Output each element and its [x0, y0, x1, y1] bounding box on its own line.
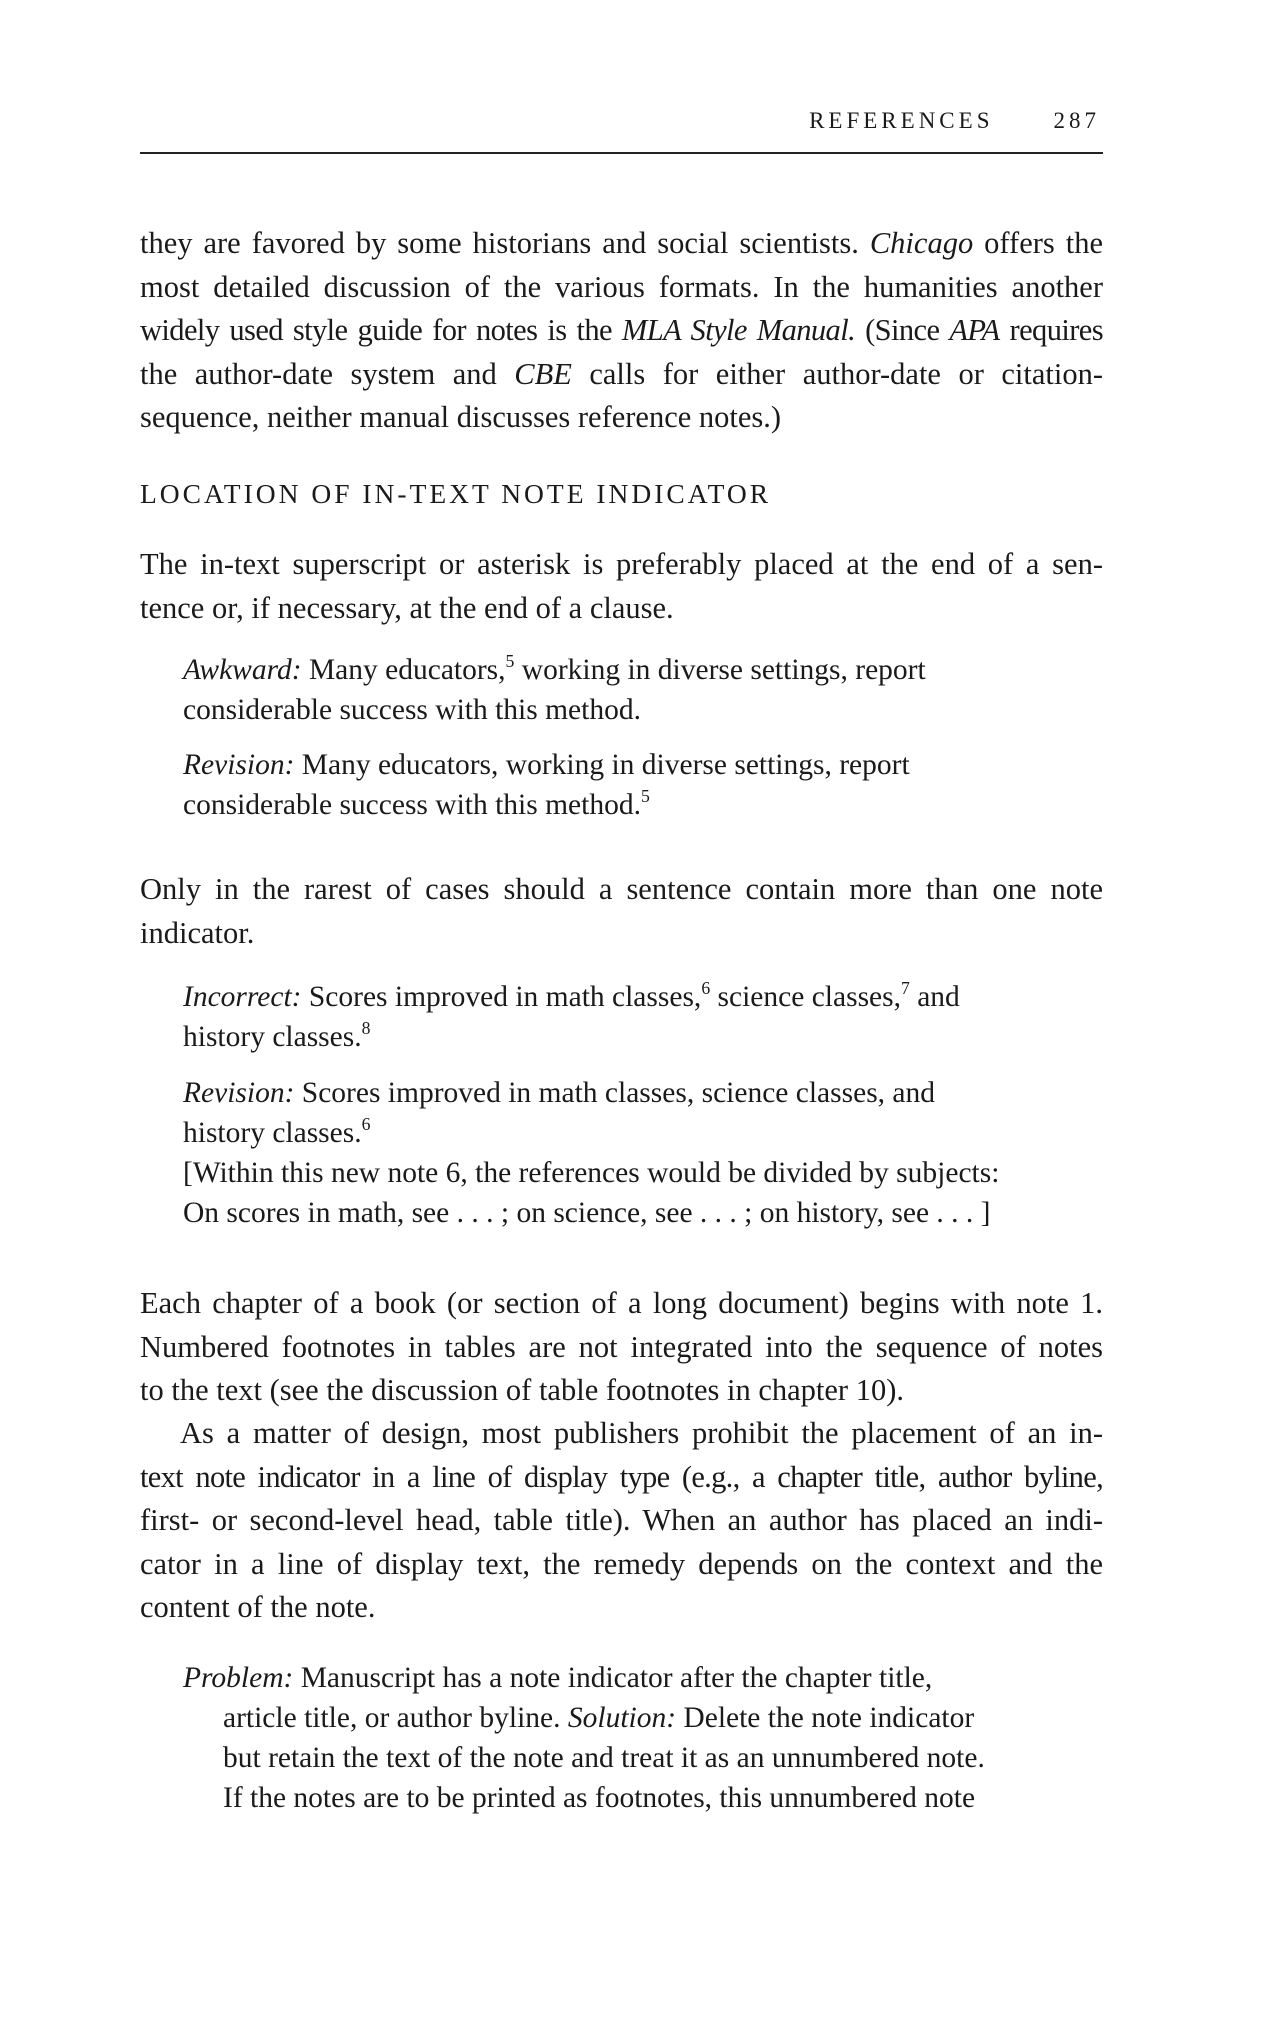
text-line: widely used style guide for notes is the MLA Style Manual. (Since APA requires [140, 313, 1103, 347]
text-line: Only in the rarest of cases should a sentence contain more than one note [140, 872, 1103, 906]
example-label: Revision: [183, 1077, 295, 1109]
text-line: sequence, neither manual discusses reference notes.) [140, 400, 782, 434]
example-label: Revision: [183, 749, 295, 781]
solution-label: Solution: [567, 1702, 677, 1734]
text-line: first- or second-level head, table title). When an author has placed an indi- [140, 1503, 1103, 1537]
text-line: The in-text superscript or asterisk is preferably placed at the end of a sen- [140, 547, 1103, 581]
text-line: article title, or author byline. Solution: Delete the note indicator [223, 1702, 975, 1734]
problem-solution [183, 1658, 1083, 1818]
example-revision-1 [183, 745, 1083, 825]
running-head [140, 108, 1100, 134]
text-line: Each chapter of a book (or section of a long document) begins with note 1. [140, 1286, 1103, 1320]
section-heading: LOCATION OF IN-TEXT NOTE INDICATOR [140, 478, 772, 509]
text-line: history classes.$^8$ [183, 1018, 371, 1053]
paragraph-5 [140, 1412, 1103, 1630]
text-line: [Within this new note 6, the references would be divided by subjects: [183, 1157, 1000, 1189]
text-line: considerable success with this method.$^5$ [183, 786, 650, 821]
paragraph-4 [140, 1282, 1103, 1413]
text-line: considerable success with this method. [183, 694, 641, 726]
text-line: Awkward: Many educators,$^5$ working in diverse settings, report [183, 651, 926, 686]
text-line: Problem: Manuscript has a note indicator after the chapter title, [183, 1662, 933, 1694]
text-line: the author-date system and CBE calls for either author-date or citation- [140, 356, 1103, 391]
example-revision-2 [183, 1073, 1083, 1233]
paragraph-2 [140, 543, 1103, 630]
example-label: Awkward: [183, 654, 302, 686]
text-line: Revision: Scores improved in math classes, science classes, and [183, 1077, 936, 1109]
section-title: REFERENCES [809, 108, 994, 133]
text-line: history classes.$^6$ [183, 1114, 371, 1149]
example-label: Incorrect: [183, 981, 302, 1013]
text-line: If the notes are to be printed as footnotes, this unnumbered note [223, 1782, 976, 1814]
text-line: text note indicator in a line of display type (e.g., a chapter title, author byline, [140, 1459, 1103, 1494]
problem-label: Problem: [183, 1662, 294, 1694]
text-line: On scores in math, see . . . ; on science, see . . . ; on history, see . . . ] [183, 1197, 991, 1229]
text-line: they are favored by some historians and social scientists. Chicago offers the [140, 226, 1104, 260]
text-line: Incorrect: Scores improved in math classes,$^6$ science classes,$^7$ and [183, 978, 960, 1013]
text-line: indicator. [140, 915, 255, 950]
text-line: tence or, if necessary, at the end of a clause. [140, 590, 674, 625]
header-rule [140, 152, 1103, 154]
paragraph-3 [140, 868, 1103, 955]
text-line: As a matter of design, most publishers prohibit the placement of an in- [180, 1416, 1103, 1450]
text-line: but retain the text of the note and treat it as an unnumbered note. [223, 1742, 985, 1774]
text-line: Revision: Many educators, working in diverse settings, report [183, 749, 910, 781]
text-line: most detailed discussion of the various formats. In the humanities another [140, 269, 1103, 304]
text-line: to the text (see the discussion of table footnotes in chapter 10). [140, 1373, 904, 1407]
text-line: Numbered footnotes in tables are not integrated into the sequence of notes [140, 1329, 1103, 1364]
example-awkward [183, 650, 1083, 730]
text-line: content of the note. [140, 1590, 376, 1624]
page-number: 287 [1053, 108, 1100, 133]
paragraph-1 [140, 222, 1103, 440]
text-line: cator in a line of display text, the remedy depends on the context and the [140, 1546, 1103, 1581]
example-incorrect [183, 977, 1083, 1057]
